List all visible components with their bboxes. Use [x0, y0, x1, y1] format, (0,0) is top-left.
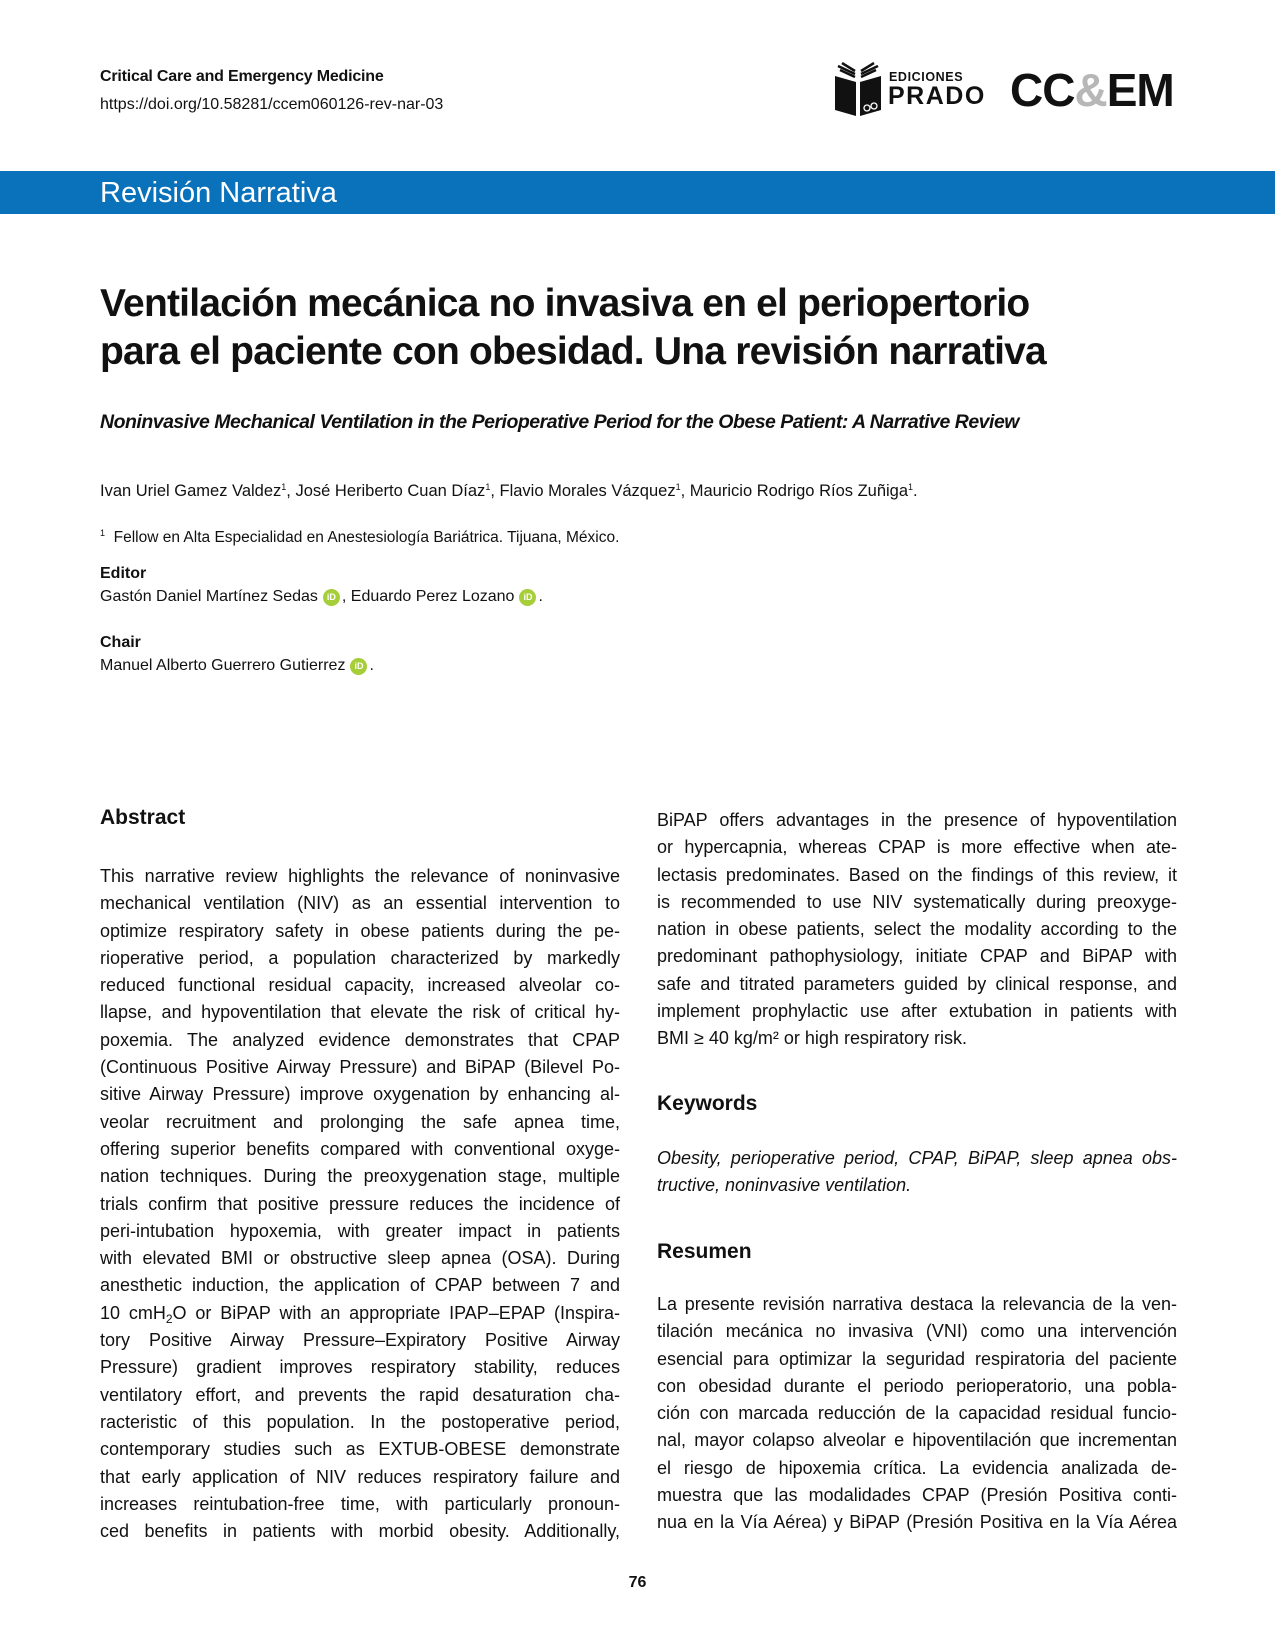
article-subtitle: Noninvasive Mechanical Ventilation in the Perioperative Period for the Obese Patient: A Narrative Review — [100, 411, 1019, 433]
article-type-label: Revisión Narrativa — [100, 177, 337, 209]
text-line: anesthetic induction, the application of CPAP between 7 and — [100, 1275, 620, 1296]
affiliation-text: Fellow en Alta Especialidad en Anestesiología Bariátrica. Tijuana, México. — [113, 529, 620, 546]
editor-name: Gastón Daniel Martínez Sedas — [100, 588, 318, 605]
article-title-line1: Ventilación mecánica no invasiva en el periopertorio — [100, 282, 1030, 325]
abstract-body — [100, 863, 620, 1545]
text-line: poxemia. The analyzed evidence demonstrates that CPAP — [100, 1029, 620, 1050]
abstract-heading: Abstract — [100, 806, 186, 829]
text-line: Pressure) gradient improves respiratory stability, reduces — [100, 1357, 620, 1378]
author-sep: . — [913, 482, 918, 500]
text-line: This narrative review highlights the relevance of noninvasive — [100, 866, 620, 886]
keywords-body — [657, 1145, 1177, 1200]
text-line: rioperative period, a population characterized by markedly — [100, 947, 620, 968]
text-line: (Continuous Positive Airway Pressure) and BiPAP (Bilevel Po- — [100, 1057, 620, 1078]
journal-logo-part1: CC — [1010, 64, 1075, 116]
text-line: BMI ≥ 40 kg/m² or high respiratory risk. — [657, 1028, 967, 1049]
text-line: muestra que las modalidades CPAP (Presión Positiva conti- — [657, 1485, 1177, 1506]
text-line: nal, mayor colapso alveolar e hipoventilación que incrementan — [657, 1430, 1177, 1451]
affiliation-sup: 1 — [100, 528, 106, 538]
chair-names — [100, 657, 374, 675]
editor-end: . — [538, 588, 543, 605]
text-line: sitive Airway Pressure) improve oxygenation by enhancing al- — [100, 1084, 620, 1105]
text-line: BiPAP offers advantages in the presence of hypoventilation — [657, 810, 1177, 830]
author-affil-sup: 1 — [675, 482, 681, 492]
author-name: Mauricio Rodrigo Ríos Zuñiga — [689, 482, 909, 500]
editor-names — [100, 588, 543, 606]
publisher-logo — [832, 62, 986, 118]
affiliation — [100, 528, 619, 547]
orcid-icon[interactable]: iD — [350, 658, 367, 675]
text-line: Obesity, perioperative period, CPAP, BiPAP, sleep apnea obs- — [657, 1148, 1177, 1168]
author-affil-sup: 1 — [908, 482, 914, 492]
orcid-icon[interactable]: iD — [519, 589, 536, 606]
text-segment: 10 cmH — [100, 1302, 166, 1323]
article-title — [100, 280, 1180, 376]
journal-logo-amp: & — [1074, 64, 1107, 116]
author-sep: , — [490, 482, 500, 500]
author-name: José Heriberto Cuan Díaz — [295, 482, 486, 500]
text-segment: O or BiPAP with an appropriate IPAP–EPAP (Inspira- — [172, 1302, 620, 1323]
author-list — [100, 482, 918, 501]
text-line: mechanical ventilation (NIV) as an essential intervention to — [100, 893, 620, 914]
text-line: reduced functional residual capacity, increased alveolar co- — [100, 975, 620, 996]
text-line: or hypercapnia, whereas CPAP is more effective when ate- — [657, 837, 1177, 858]
text-line: optimize respiratory safety in obese patients during the pe- — [100, 920, 620, 941]
text-line: predominant pathophysiology, initiate CPAP and BiPAP with — [657, 946, 1177, 967]
open-book-icon — [832, 62, 884, 118]
chair-name: Manuel Alberto Guerrero Gutierrez — [100, 657, 346, 674]
text-line: implement prophylactic use after extubation in patients with — [657, 1001, 1177, 1022]
text-line: tructive, noninvasive ventilation. — [657, 1175, 912, 1196]
author-name: Ivan Uriel Gamez Valdez — [100, 482, 282, 500]
author-sep: , — [286, 482, 296, 500]
text-line: La presente revisión narrativa destaca la relevancia de la ven- — [657, 1294, 1177, 1314]
text-line: is recommended to use NIV systematically during preoxyge- — [657, 891, 1177, 912]
text-line: peri-intubation hypoxemia, with greater impact in patients — [100, 1220, 620, 1241]
author-affil-sup: 1 — [485, 482, 491, 492]
orcid-icon[interactable]: iD — [323, 589, 340, 606]
text-line: nua en la Vía Aérea) y BiPAP (Presión Positiva en la Vía Aérea — [657, 1512, 1177, 1533]
text-line: esencial para optimizar la seguridad respiratoria del paciente — [657, 1348, 1177, 1369]
journal-logo-part2: EM — [1106, 64, 1174, 116]
text-line: lectasis predominates. Based on the findings of this review, it — [657, 864, 1177, 885]
author-name: Flavio Morales Vázquez — [499, 482, 676, 500]
publisher-logo-line1: EDICIONES — [889, 70, 964, 84]
article-type-band — [0, 171, 1275, 214]
text-line: racteristic of this population. In the postoperative period, — [100, 1411, 620, 1432]
author-affil-sup: 1 — [281, 482, 287, 492]
publisher-logo-line2: PRADO — [888, 82, 986, 110]
doi-link[interactable]: https://doi.org/10.58281/ccem060126-rev-nar-03 — [100, 96, 444, 113]
text-line: veolar recruitment and prolonging the safe apnea time, — [100, 1111, 620, 1132]
chair-end: . — [369, 657, 374, 674]
subscript: 2 — [165, 1311, 173, 1326]
text-line: ventilatory effort, and prevents the rapid desaturation cha- — [100, 1384, 620, 1405]
text-line: tory Positive Airway Pressure–Expiratory Positive Airway — [100, 1330, 620, 1351]
text-line: ción con marcada reducción de la capacidad residual funcio- — [657, 1403, 1177, 1424]
journal-logo — [1010, 62, 1174, 118]
author-sep: , — [680, 482, 690, 500]
text-line: safe and titrated parameters guided by clinical response, and — [657, 973, 1177, 994]
chair-label: Chair — [100, 634, 141, 651]
text-line: with elevated BMI or obstructive sleep apnea (OSA). During — [100, 1248, 620, 1269]
text-line: el riesgo de hipoxemia crítica. La evidencia analizada de- — [657, 1457, 1177, 1478]
text-line: llapse, and hypoventilation that elevate the risk of critical hy- — [100, 1002, 620, 1023]
editor-sep: , — [341, 588, 351, 605]
resumen-heading: Resumen — [657, 1240, 752, 1263]
article-title-line2: para el paciente con obesidad. Una revisión narrativa — [100, 330, 1046, 373]
text-line: con obesidad durante el periodo perioperatorio, una pobla- — [657, 1375, 1177, 1396]
text-line: offering superior benefits compared with conventional oxyge- — [100, 1138, 620, 1159]
keywords-heading: Keywords — [657, 1092, 758, 1115]
text-line: increases reintubation-free time, with particularly pronoun- — [100, 1493, 620, 1514]
abstract-continuation — [657, 807, 1177, 1053]
text-line: ced benefits in patients with morbid obesity. Additionally, — [100, 1521, 620, 1542]
resumen-body — [657, 1291, 1177, 1537]
journal-name: Critical Care and Emergency Medicine — [100, 68, 384, 85]
text-line: that early application of NIV reduces respiratory failure and — [100, 1466, 620, 1487]
text-line: tilación mecánica no invasiva (VNI) como una intervención — [657, 1321, 1177, 1342]
text-line: contemporary studies such as EXTUB-OBESE demonstrate — [100, 1439, 620, 1460]
text-line: nation techniques. During the preoxygenation stage, multiple — [100, 1166, 620, 1187]
page-number: 76 — [628, 1574, 647, 1591]
editor-name: Eduardo Perez Lozano — [350, 588, 515, 605]
text-line — [100, 1300, 620, 1327]
text-line: trials confirm that positive pressure reduces the incidence of — [100, 1193, 620, 1214]
editor-label: Editor — [100, 565, 147, 582]
text-line: nation in obese patients, select the modality according to the — [657, 919, 1177, 940]
